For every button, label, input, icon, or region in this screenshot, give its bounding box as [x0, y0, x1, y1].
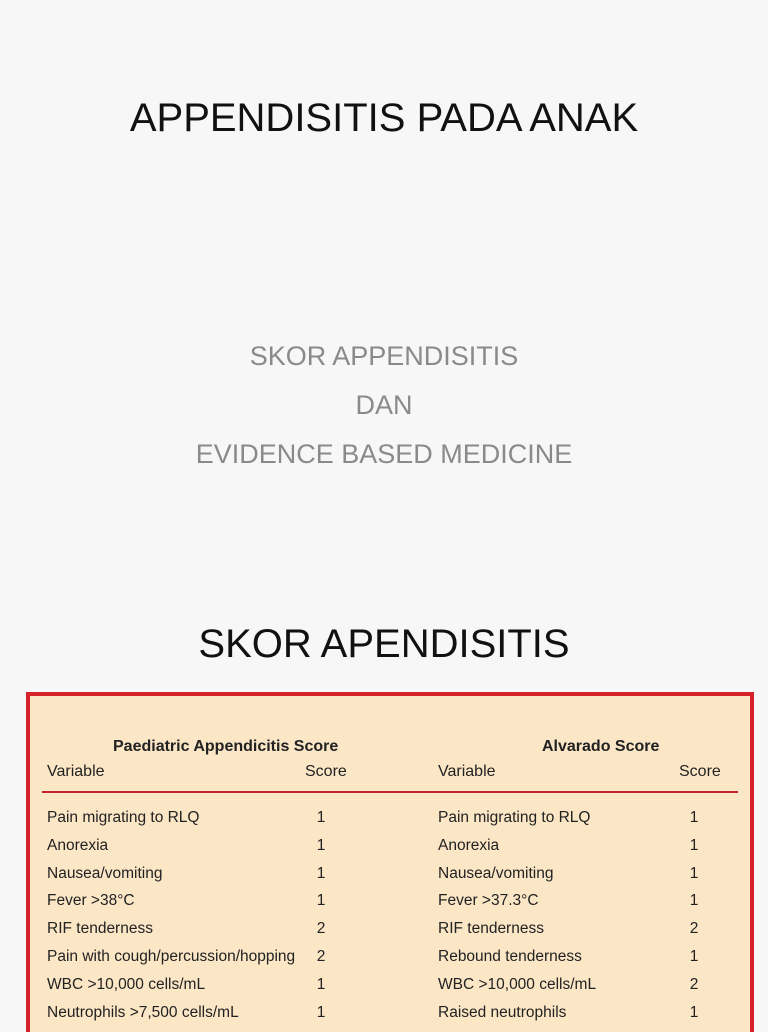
- table-title-right: Alvarado Score: [542, 738, 660, 755]
- table-cell-variable-right: Nausea/vomiting: [438, 864, 554, 882]
- table-cell-score-right: 2: [689, 920, 699, 938]
- table-cell-score-left: 1: [316, 892, 326, 910]
- table-cell-score-left: 1: [316, 975, 326, 993]
- table-cell-score-left: 1: [316, 1003, 326, 1021]
- table-cell-score-right: 1: [689, 836, 699, 854]
- subtitle-line: SKOR APPENDISITIS: [249, 341, 519, 371]
- table-cell-score-right: 2: [689, 975, 699, 993]
- table-cell-variable-left: Pain with cough/percussion/hopping: [47, 948, 296, 965]
- table-cell-score-right: 1: [689, 948, 699, 965]
- table-cell-variable-right: Pain migrating to RLQ: [438, 809, 591, 826]
- table-cell-variable-left: Fever >38°C: [47, 892, 135, 910]
- section-title: SKOR APENDISITIS: [198, 622, 570, 666]
- column-header-score-right: Score: [679, 763, 721, 780]
- table-cell-variable-right: RIF tenderness: [438, 920, 544, 938]
- table-cell-score-right: 1: [689, 1003, 699, 1021]
- table-title-left: Paediatric Appendicitis Score: [113, 738, 339, 755]
- slide-subtitle: [0, 332, 768, 479]
- table-cell-variable-right: Fever >37.3°C: [438, 892, 539, 910]
- table-header-rule: [42, 791, 738, 793]
- table-cell-score-left: 1: [316, 809, 326, 826]
- column-header-score-left: Score: [305, 763, 347, 780]
- table-cell-variable-left: RIF tenderness: [47, 920, 153, 938]
- table-cell-variable-left: Nausea/vomiting: [47, 864, 163, 882]
- table-cell-score-left: 2: [316, 920, 326, 938]
- subtitle-line: EVIDENCE BASED MEDICINE: [195, 439, 573, 469]
- column-header-variable-left: Variable: [47, 763, 105, 780]
- table-cell-score-right: 1: [689, 892, 699, 910]
- table-cell-score-right: 1: [689, 809, 699, 826]
- table-cell-variable-right: WBC >10,000 cells/mL: [438, 975, 597, 993]
- slide-title: APPENDISITIS PADA ANAK: [129, 96, 639, 140]
- column-header-variable-right: Variable: [438, 763, 496, 780]
- table-cell-variable-left: Anorexia: [47, 836, 109, 854]
- table-cell-score-left: 2: [316, 948, 326, 965]
- table-cell-variable-left: Neutrophils >7,500 cells/mL: [47, 1003, 239, 1021]
- subtitle-line: DAN: [355, 390, 413, 420]
- table-cell-score-left: 1: [316, 836, 326, 854]
- table-cell-variable-left: WBC >10,000 cells/mL: [47, 975, 206, 993]
- table-cell-score-right: 1: [689, 864, 699, 882]
- table-cell-score-left: 1: [316, 864, 326, 882]
- table-cell-variable-right: Raised neutrophils: [438, 1003, 567, 1021]
- table-cell-variable-right: Rebound tenderness: [438, 948, 582, 965]
- table-cell-variable-left: Pain migrating to RLQ: [47, 809, 200, 826]
- table-cell-variable-right: Anorexia: [438, 836, 500, 854]
